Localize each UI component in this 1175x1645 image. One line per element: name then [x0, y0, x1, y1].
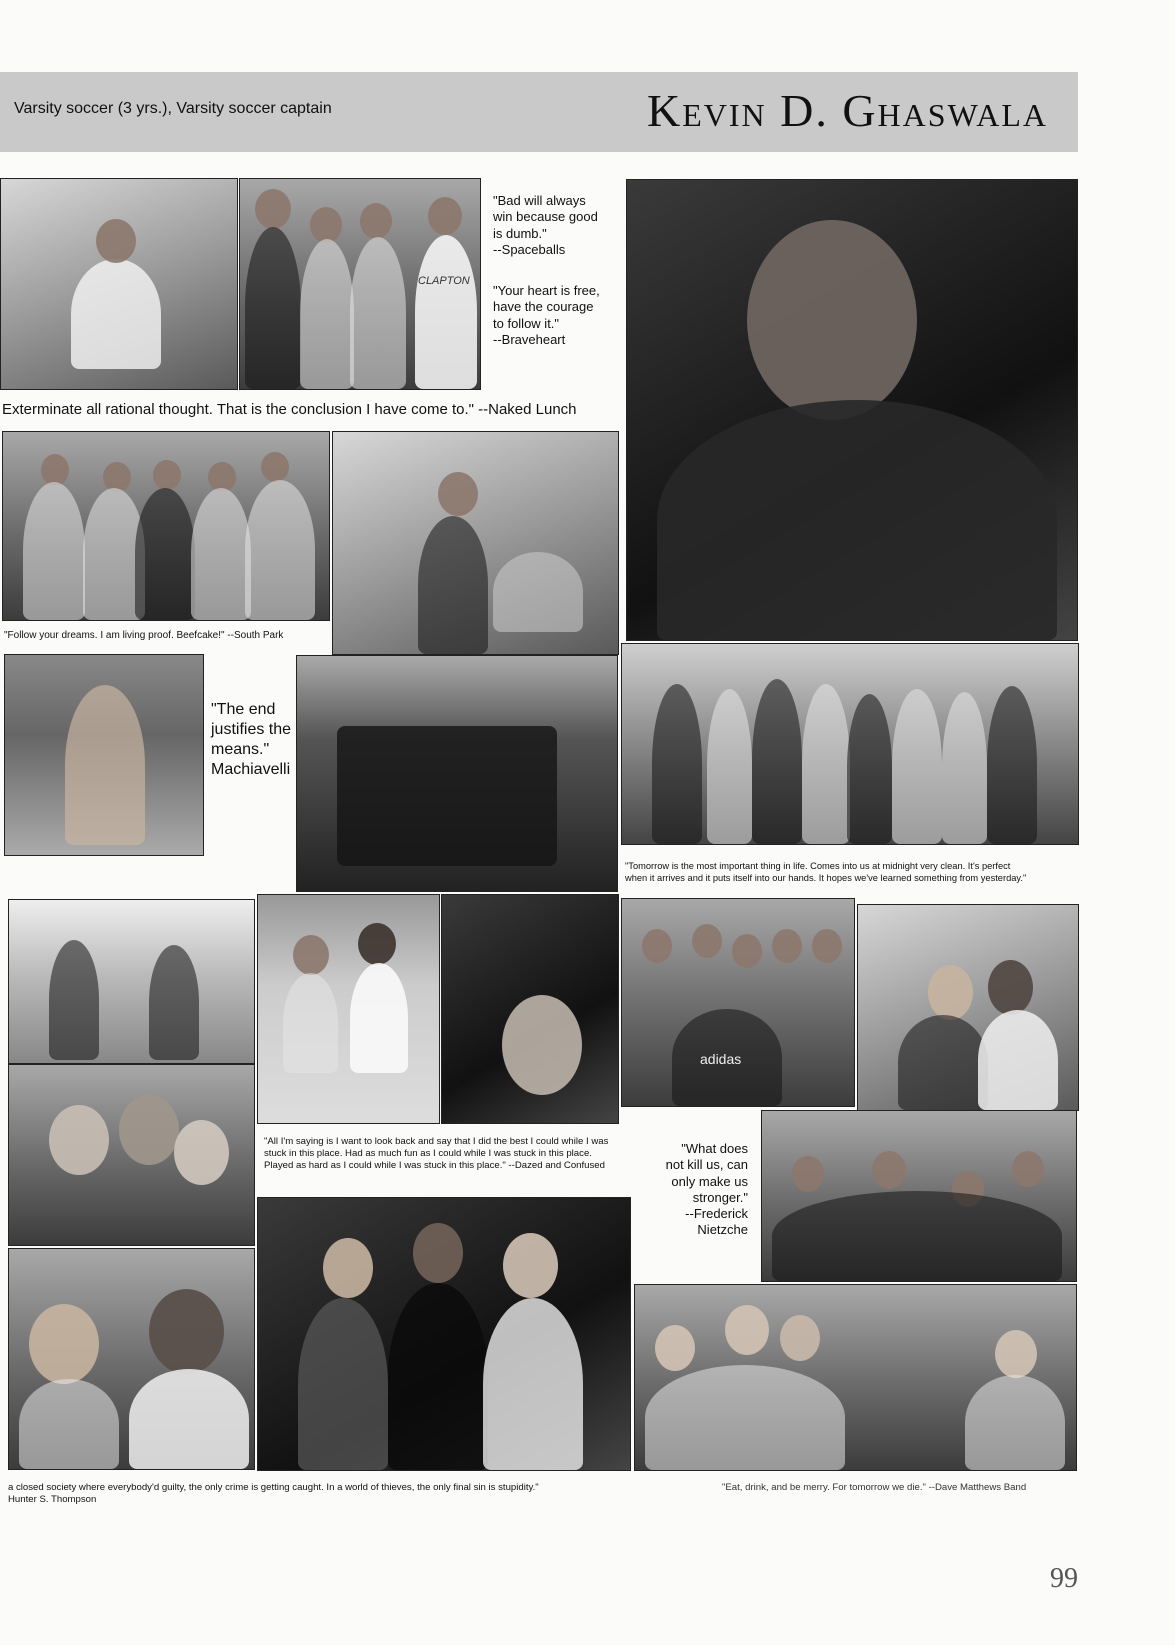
child-rocking-horse-photo — [332, 431, 619, 655]
shirt-text: CLAPTON — [418, 275, 470, 287]
senior-portrait — [626, 179, 1078, 641]
jeep-photo — [296, 655, 618, 892]
kids-on-beach-photo — [257, 894, 440, 1124]
baby-photo — [0, 178, 238, 390]
quote-naked-lunch: Exterminate all rational thought. That is the conclusion I have come to." --Naked Lunch — [2, 401, 577, 418]
dog-photo — [4, 654, 204, 856]
quote-braveheart: "Your heart is free, have the courage to follow it." --Braveheart — [493, 283, 600, 347]
friends-with-beanie-photo — [8, 1248, 255, 1470]
activities-text: Varsity soccer (3 yrs.), Varsity soccer captain — [14, 100, 332, 117]
smiling-girl-photo — [441, 894, 619, 1124]
friends-group-photo — [2, 431, 330, 621]
restaurant-group-photo — [634, 1284, 1077, 1471]
quote-machiavelli: "The end justifies the means." Machiavelli — [211, 701, 292, 778]
quote-dazed-and-confused: "All I'm saying is I want to look back and say that I did the best I could while I was stuck in this place. Had as much fun as I could while I was stuck in this place. Played as hard as I could while I was stuck in this place." --Dazed and Confused — [264, 1136, 609, 1171]
family-photo — [239, 178, 481, 390]
page-number: 99 — [1050, 1563, 1078, 1594]
quote-spaceballs: "Bad will always win because good is dumb." --Spaceballs — [493, 193, 598, 257]
shirt-text: adidas — [700, 1051, 742, 1067]
quote-dave-matthews: "Eat, drink, and be merry. For tomorrow we die." --Dave Matthews Band — [722, 1482, 1027, 1493]
quote-nietzsche: "What does not kill us, can only make us stronger." --Frederick Nietzche — [665, 1141, 748, 1238]
quote-tomorrow: "Tomorrow is the most important thing in life. Comes into us at midnight very clean. It's perfect when it arrives and it puts itself into our hands. It hopes we've learned something from yesterday." — [625, 861, 1027, 883]
three-friends-photo — [8, 1064, 255, 1246]
quote-south-park: "Follow your dreams. I am living proof. Beefcake!" --South Park — [4, 630, 284, 641]
party-group-photo — [621, 643, 1079, 845]
beach-girls-photo — [8, 899, 255, 1064]
formal-dance-photo — [257, 1197, 631, 1471]
guys-group-photo — [621, 898, 855, 1107]
couple-outdoors-photo — [857, 904, 1079, 1111]
quote-hunter-thompson: a closed society where everybody'd guilty, the only crime is getting caught. In a world of thieves, the only final sin is stupidity." Hunter S. Thompson — [8, 1482, 539, 1505]
student-name: Kevin D. Ghaswala — [646, 85, 1048, 136]
couch-group-photo — [761, 1110, 1077, 1282]
